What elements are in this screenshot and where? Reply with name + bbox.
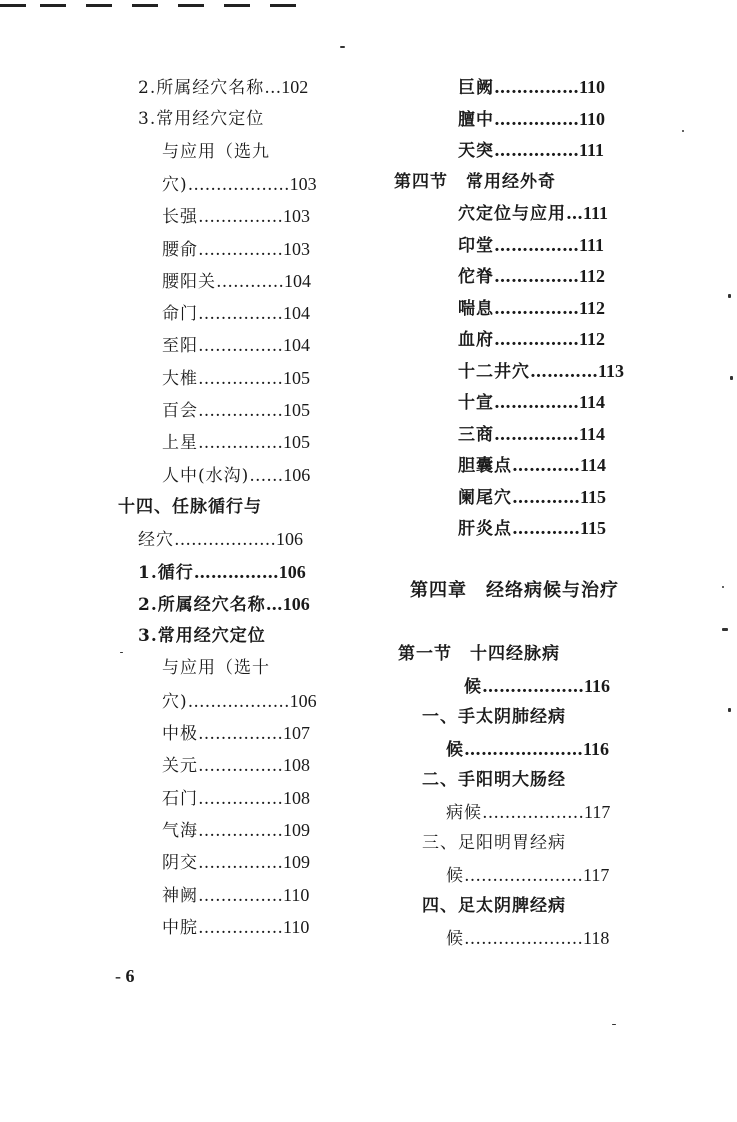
toc-page-number: 105 — [283, 432, 310, 453]
toc-entry[interactable] — [162, 205, 310, 227]
toc-page-number: 107 — [283, 723, 310, 743]
toc-entry-title: 穴定位与应用 — [458, 204, 566, 224]
toc-leader-dots: …………… — [494, 235, 579, 256]
toc-entry-title: 巨阙 — [458, 78, 494, 98]
toc-entry-title: 十四、任脉循行与 — [118, 496, 262, 517]
scan-speck — [722, 628, 728, 631]
toc-entry[interactable] — [162, 819, 310, 841]
toc-entry[interactable] — [162, 270, 311, 292]
toc-entry[interactable] — [162, 884, 309, 906]
toc-page-number: 113 — [598, 360, 625, 381]
scan-speck — [612, 1024, 616, 1025]
toc-entry[interactable] — [394, 171, 556, 193]
toc-leader-dots: …………… — [494, 424, 579, 445]
toc-entry-title: 肝炎点 — [458, 519, 512, 539]
toc-page-number: 112 — [579, 297, 606, 318]
scan-speck — [728, 294, 731, 298]
toc-leader-dots: … — [264, 78, 282, 98]
toc-entry-title: 关元 — [162, 756, 198, 777]
toc-page-number: 111 — [579, 234, 605, 255]
toc-page-number: 103 — [289, 173, 317, 194]
toc-page-number: 112 — [579, 329, 606, 349]
toc-entry-title: 3.常用经穴定位 — [138, 626, 266, 647]
toc-entry-title: 3.常用经穴定位 — [138, 109, 265, 130]
toc-entry-title: 候 — [464, 676, 482, 697]
toc-page-number: 108 — [283, 787, 310, 808]
toc-page-number: 106 — [289, 690, 317, 711]
toc-page-number: 105 — [283, 400, 310, 420]
toc-entry[interactable] — [118, 496, 262, 518]
toc-entry-title: 中极 — [162, 724, 198, 744]
toc-entry-title: 喘息 — [458, 298, 494, 319]
toc-entry[interactable] — [162, 690, 317, 712]
toc-entry-title: 长强 — [162, 207, 198, 228]
toc-page-number: 108 — [283, 755, 310, 776]
toc-leader-dots: … — [566, 204, 583, 224]
toc-entry[interactable] — [458, 265, 605, 287]
toc-page-number: 104 — [284, 270, 311, 291]
toc-entry-title: 中脘 — [162, 917, 198, 938]
toc-page-number: 117 — [583, 864, 610, 885]
top-dash — [40, 4, 66, 7]
toc-entry[interactable] — [458, 360, 624, 382]
top-dash — [270, 4, 296, 7]
page-number: - 6 — [115, 966, 135, 986]
toc-page-number: 105 — [283, 367, 310, 388]
toc-entry[interactable] — [422, 832, 566, 854]
toc-entry[interactable] — [138, 593, 310, 615]
top-dash — [224, 4, 250, 7]
toc-entry[interactable] — [422, 706, 566, 728]
toc-leader-dots: …………… — [494, 141, 579, 161]
toc-entry-title: 与应用（选九 — [162, 141, 270, 162]
toc-leader-dots: …………… — [494, 393, 579, 413]
toc-page-number: 114 — [579, 392, 606, 412]
toc-page-number: 104 — [283, 335, 310, 356]
scan-speck — [340, 46, 345, 48]
toc-page-number: 103 — [283, 206, 310, 227]
scan-speck — [682, 130, 684, 132]
toc-page-number: 110 — [579, 108, 606, 129]
toc-leader-dots: …………… — [198, 724, 283, 744]
toc-entry-title: 候 — [446, 928, 464, 949]
toc-leader-dots: …………… — [198, 304, 283, 325]
toc-entry-title: 血府 — [458, 330, 494, 350]
toc-entry[interactable] — [162, 431, 310, 453]
toc-entry-title: 三商 — [458, 424, 494, 445]
top-edge-dashes — [0, 4, 300, 8]
toc-entry-title: 石门 — [162, 788, 198, 809]
toc-entry-title: 至阳 — [162, 336, 198, 357]
toc-entry-title: 二、手阳明大肠经 — [422, 770, 566, 790]
toc-entry[interactable] — [446, 927, 609, 949]
toc-entry-title: 候 — [446, 865, 464, 886]
toc-leader-dots: …………… — [494, 78, 579, 98]
toc-entry[interactable] — [162, 399, 310, 421]
toc-page-number: 110 — [283, 884, 310, 905]
toc-entry[interactable] — [446, 864, 609, 886]
toc-entry-title: 气海 — [162, 820, 198, 841]
toc-entry-title: 佗脊 — [458, 267, 494, 287]
toc-entry-title: 病候 — [446, 802, 482, 823]
toc-entry-title: 腰阳关 — [162, 271, 216, 292]
toc-entry-title: 十二井穴 — [458, 361, 530, 382]
top-dash — [132, 4, 158, 7]
toc-leader-dots: ………………… — [464, 865, 583, 886]
toc-leader-dots: ………… — [512, 519, 580, 539]
toc-entry-title: 四、足太阴脾经病 — [422, 896, 566, 916]
toc-leader-dots: …………… — [198, 756, 283, 777]
toc-entry[interactable] — [458, 108, 605, 130]
toc-entry[interactable] — [458, 423, 605, 445]
toc-entry-title: 第一节 十四经脉病 — [398, 644, 560, 664]
toc-entry[interactable] — [138, 108, 264, 130]
toc-entry[interactable] — [162, 334, 310, 356]
toc-entry-title: 百会 — [162, 401, 198, 421]
toc-leader-dots: …………… — [494, 267, 579, 287]
scan-speck — [728, 708, 731, 712]
scan-speck — [730, 376, 733, 380]
toc-entry[interactable] — [162, 367, 310, 389]
toc-page-number: 104 — [283, 303, 310, 324]
toc-entry-title: 膻中 — [458, 109, 494, 130]
toc-entry[interactable] — [458, 328, 605, 350]
toc-entry-title: 上星 — [162, 433, 198, 454]
toc-leader-dots: …………… — [198, 917, 283, 938]
toc-leader-dots: ………… — [530, 361, 598, 382]
toc-entry-title: 1.循行 — [138, 562, 194, 583]
toc-entry[interactable] — [446, 801, 610, 823]
toc-entry[interactable] — [458, 76, 605, 98]
toc-page-number: 117 — [584, 801, 611, 822]
toc-leader-dots: …………… — [198, 788, 283, 809]
toc-entry[interactable] — [162, 173, 317, 195]
toc-page-number: 114 — [579, 423, 606, 444]
toc-leader-dots: …………… — [198, 207, 283, 228]
toc-entry-title: 大椎 — [162, 368, 198, 389]
toc-page-number: 115 — [580, 518, 607, 538]
toc-entry-title: 2.所属经穴名称 — [138, 594, 266, 615]
toc-leader-dots: …………… — [198, 853, 283, 874]
toc-entry[interactable] — [138, 528, 303, 550]
toc-leader-dots: …………… — [494, 298, 579, 319]
toc-entry-title: 人中(水沟) — [162, 465, 250, 486]
toc-leader-dots: ………… — [512, 456, 580, 476]
toc-entry[interactable] — [162, 141, 270, 163]
toc-page-number: 118 — [583, 927, 610, 948]
toc-entry-title: 穴) — [162, 691, 188, 712]
toc-entry[interactable] — [422, 769, 566, 791]
toc-entry[interactable] — [458, 202, 608, 224]
toc-entry[interactable] — [464, 675, 610, 697]
toc-leader-dots: …………… — [494, 109, 579, 130]
toc-entry[interactable] — [458, 486, 606, 508]
top-dash — [0, 4, 26, 7]
toc-entry-title: 十宣 — [458, 393, 494, 413]
toc-leader-dots: …………… — [198, 239, 283, 260]
scan-speck — [722, 586, 724, 588]
toc-entry[interactable] — [162, 238, 310, 260]
toc-page-number: 116 — [584, 675, 611, 696]
toc-entry-title: 印堂 — [458, 235, 494, 256]
toc-page-number: 102 — [281, 77, 309, 97]
toc-leader-dots: ………………… — [464, 928, 583, 949]
toc-entry-title: 三、足阳明胃经病 — [422, 833, 566, 853]
toc-entry-title: 穴) — [162, 174, 188, 195]
toc-entry-title: 腰俞 — [162, 239, 198, 260]
toc-entry-title: 与应用（选十 — [162, 658, 270, 679]
toc-entry[interactable] — [458, 234, 604, 256]
toc-entry[interactable] — [162, 302, 310, 324]
toc-leader-dots: …… — [249, 465, 284, 486]
toc-leader-dots: ……………… — [187, 174, 290, 195]
toc-page-number: 111 — [579, 140, 605, 160]
toc-entry[interactable] — [162, 851, 310, 873]
toc-page-number: 106 — [283, 464, 311, 485]
toc-entry-title: 第四章 经络病候与治疗 — [410, 580, 619, 601]
toc-page-number: 110 — [283, 916, 310, 937]
toc-page-number: 106 — [276, 529, 303, 550]
toc-entry-title: 神阙 — [162, 885, 198, 906]
toc-entry-title: 胆囊点 — [458, 456, 512, 476]
toc-leader-dots: …………… — [198, 401, 283, 421]
toc-page-number: 111 — [583, 203, 609, 223]
toc-leader-dots: … — [265, 594, 283, 615]
toc-leader-dots: ……………… — [482, 676, 584, 697]
toc-entry-title: 经穴 — [138, 530, 174, 551]
toc-leader-dots: …………… — [198, 336, 283, 357]
toc-leader-dots: …………… — [198, 885, 283, 906]
toc-entry[interactable] — [458, 297, 605, 319]
toc-entry[interactable] — [138, 76, 308, 98]
toc-page-number: 116 — [583, 738, 610, 759]
toc-entry[interactable] — [162, 754, 310, 776]
toc-page-number: 106 — [278, 561, 306, 582]
toc-leader-dots: …………… — [198, 820, 283, 841]
toc-entry[interactable] — [458, 517, 606, 539]
toc-entry-title: 候 — [446, 739, 464, 760]
toc-page-number: 112 — [579, 266, 606, 286]
toc-entry[interactable] — [162, 722, 310, 744]
toc-entry[interactable] — [422, 895, 566, 917]
toc-entry-title: 命门 — [162, 304, 198, 325]
toc-entry[interactable] — [410, 580, 619, 602]
toc-entry-title: 2.所属经穴名称 — [138, 78, 265, 98]
toc-leader-dots: ……………… — [482, 802, 584, 823]
toc-entry[interactable] — [162, 787, 310, 809]
toc-entry-title: 一、手太阴肺经病 — [422, 707, 566, 727]
toc-entry[interactable] — [162, 916, 309, 938]
toc-page-number: 114 — [580, 455, 607, 475]
toc-entry[interactable] — [162, 464, 310, 486]
toc-leader-dots: ………………… — [464, 739, 583, 760]
toc-leader-dots: …………… — [494, 330, 579, 350]
toc-leader-dots: …………… — [193, 562, 279, 583]
toc-leader-dots: …………… — [198, 368, 283, 389]
toc-entry[interactable] — [162, 657, 270, 679]
toc-entry[interactable] — [398, 643, 560, 665]
toc-entry[interactable] — [138, 561, 306, 583]
toc-leader-dots: ………… — [512, 487, 580, 508]
toc-entry-title: 第四节 常用经外奇 — [394, 171, 556, 192]
toc-entry-title: 阑尾穴 — [458, 487, 512, 508]
toc-entry[interactable] — [458, 454, 606, 476]
toc-entry[interactable] — [458, 391, 605, 413]
toc-leader-dots: ……………… — [174, 530, 276, 551]
toc-entry-title: 天突 — [458, 141, 494, 161]
top-dash — [178, 4, 204, 7]
toc-page-number: 115 — [580, 486, 607, 507]
toc-page-number: 109 — [283, 852, 310, 873]
toc-leader-dots: …………… — [198, 433, 283, 454]
toc-entry[interactable] — [458, 139, 604, 161]
toc-page-number: 106 — [282, 593, 310, 614]
toc-entry[interactable] — [446, 738, 609, 760]
scan-speck — [120, 652, 123, 653]
top-dash — [86, 4, 112, 7]
toc-entry-title: 阴交 — [162, 853, 198, 874]
toc-leader-dots: ………… — [216, 271, 284, 292]
toc-page-number: 109 — [283, 819, 310, 840]
toc-entry[interactable] — [138, 625, 266, 647]
toc-leader-dots: ……………… — [187, 691, 290, 712]
toc-page-number: 110 — [579, 77, 606, 97]
toc-page-number: 103 — [283, 238, 310, 259]
